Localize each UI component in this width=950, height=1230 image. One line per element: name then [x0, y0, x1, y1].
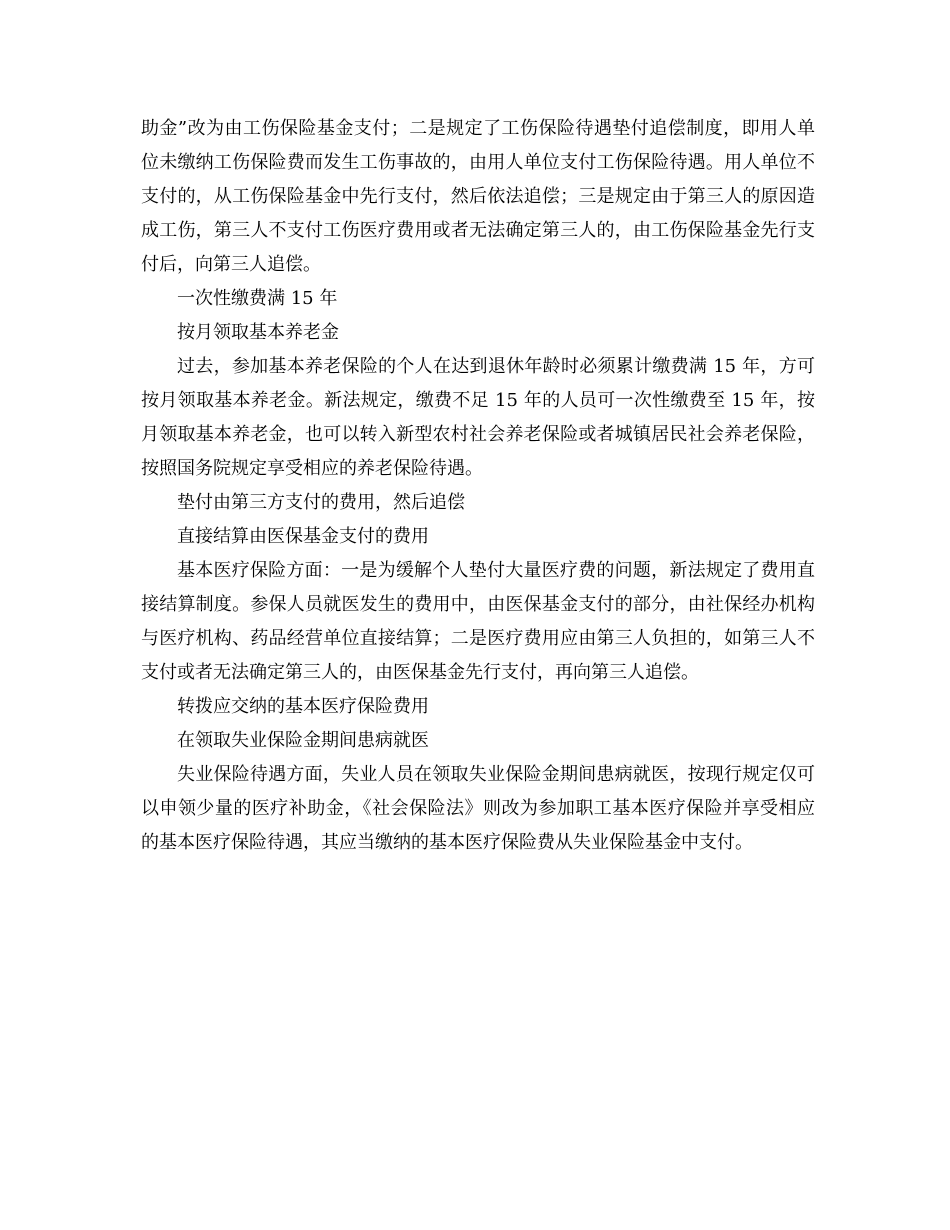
paragraph-work-injury-fund: 助金”改为由工伤保险基金支付；二是规定了工伤保险待遇垫付追偿制度，即用人单位未缴纳工伤保险费而发生工伤事故的，由用人单位支付工伤保险待遇。用人单位不支付的，从工伤保险基金中先行支付，然后依法追偿；三是规定由于第三人的原因造成工伤，第三人不支付工伤医疗费用或者无法确定第三人的，由工伤保险基金先行支付后，向第三人追偿。: [141, 118, 815, 275]
paragraph-unemployment-insurance: 失业保险待遇方面，失业人员在领取失业保险金期间患病就医，按现行规定仅可以申领少量的医疗补助金，《社会保险法》则改为参加职工基本医疗保险并享受相应的基本医疗保险待遇，其应当缴纳的基本医疗保险费从失业保险基金中支付。: [141, 764, 815, 853]
document-body: [141, 112, 815, 860]
heading-unemployment-medical: 在领取失业保险金期间患病就医: [177, 730, 429, 751]
paragraph-pension: 过去，参加基本养老保险的个人在达到退休年龄时必须累计缴费满 15 年，方可按月领取基本养老金。新法规定，缴费不足 15 年的人员可一次性缴费至 15 年，按月领取基本养老金，也可以转入新型农村社会养老保险或者城镇居民社会养老保险，按照国务院规定享受相应的养老保险待遇。: [141, 356, 815, 479]
heading-advance-payment: 垫付由第三方支付的费用，然后追偿: [177, 492, 465, 513]
paragraph-medical-insurance: 基本医疗保险方面：一是为缓解个人垫付大量医疗费的问题，新法规定了费用直接结算制度。参保人员就医发生的费用中，由医保基金支付的部分，由社保经办机构与医疗机构、药品经营单位直接结算；二是医疗费用应由第三人负担的，如第三人不支付或者无法确定第三人的，由医保基金先行支付，再向第三人追偿。: [141, 560, 815, 683]
heading-direct-settlement: 直接结算由医保基金支付的费用: [177, 526, 429, 547]
heading-transfer-fees: 转拨应交纳的基本医疗保险费用: [177, 696, 429, 717]
heading-monthly-pension: 按月领取基本养老金: [177, 322, 339, 343]
heading-one-time-payment: 一次性缴费满 15 年: [177, 288, 338, 309]
